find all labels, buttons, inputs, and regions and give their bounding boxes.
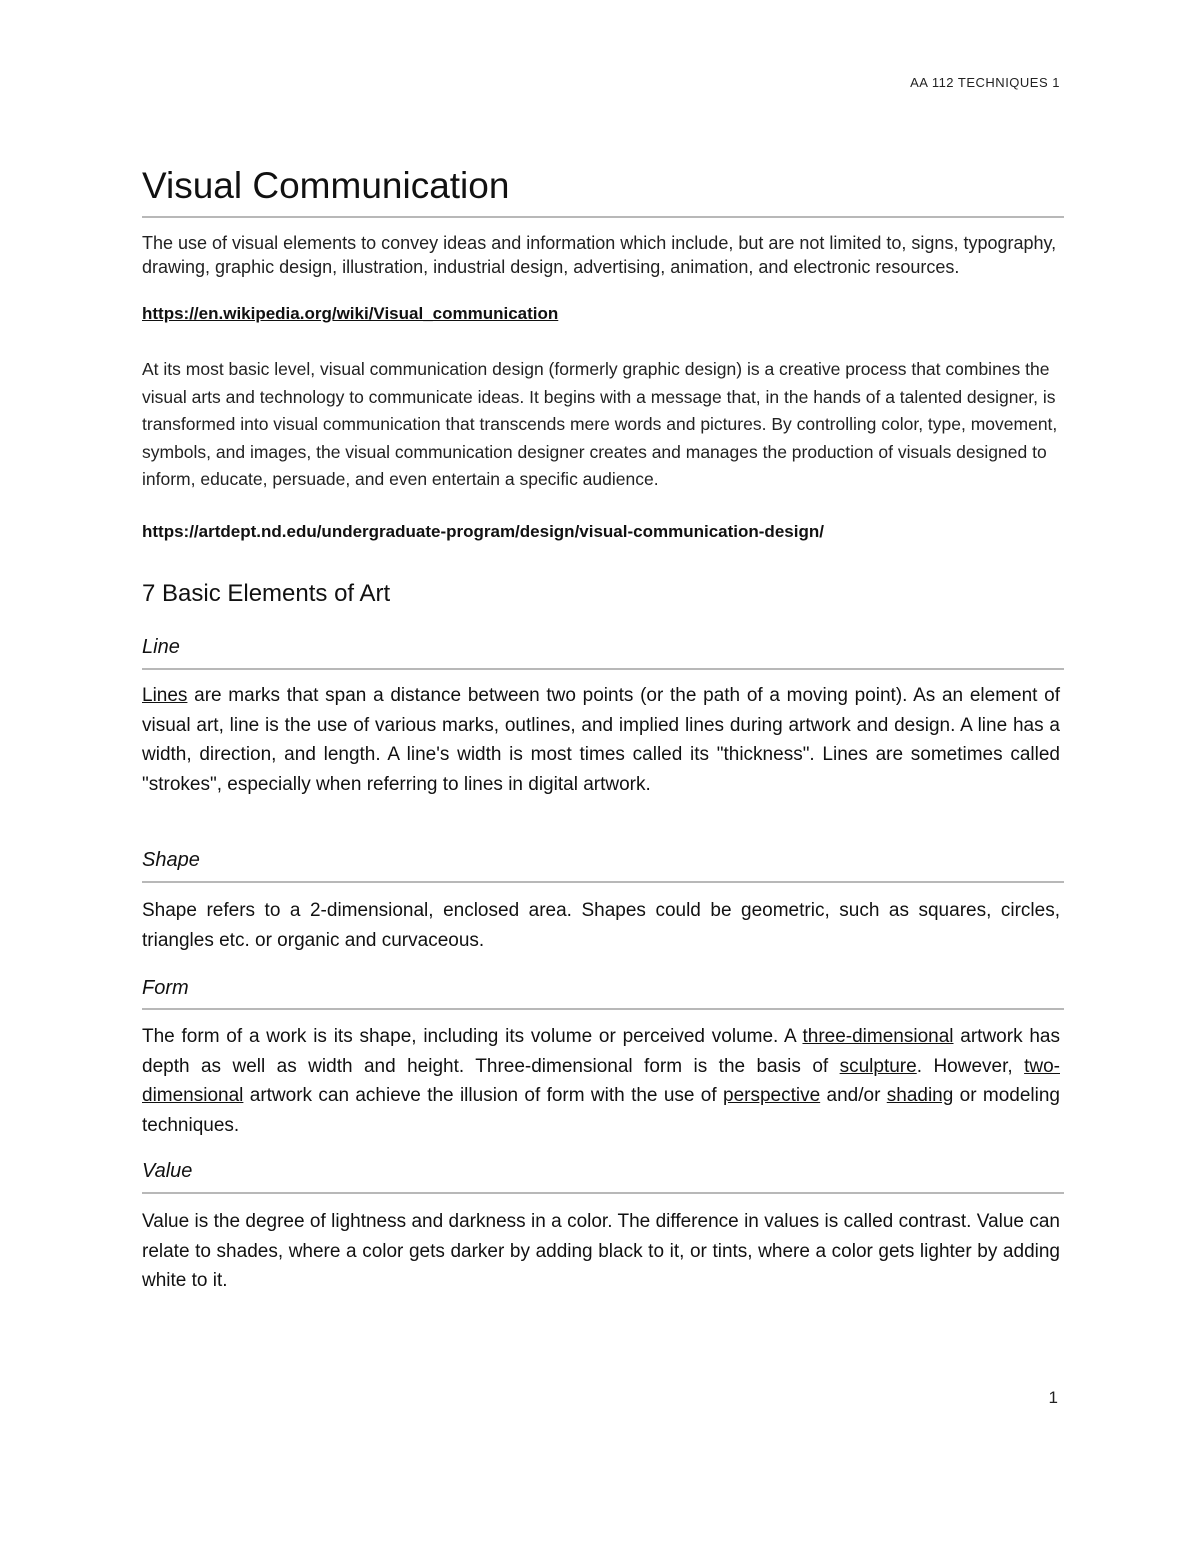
form-text-4: artwork can achieve the illusion of form with the use of [243,1085,723,1106]
wikipedia-link[interactable]: https://en.wikipedia.org/wiki/Visual_communication [142,304,559,323]
three-dimensional-link[interactable]: three-dimensional [802,1026,954,1047]
perspective-link[interactable]: perspective [723,1085,821,1106]
line-heading: Line [142,636,180,658]
value-heading: Value [142,1160,193,1182]
form-rule [142,1008,1064,1010]
form-text-1: The form of a work is its shape, including its volume or perceived volume. A [142,1026,803,1047]
line-paragraph [142,681,1060,799]
two-dimensional-link[interactable]: two-dimensional [142,1055,1060,1106]
page-number: 1 [1048,1388,1058,1407]
shape-rule [142,881,1064,883]
shading-link[interactable]: shading [886,1085,954,1106]
artdept-link[interactable]: https://artdept.nd.edu/undergraduate-program/design/visual-communication-design/ [142,522,824,541]
line-text: are marks that span a distance between two points (or the path of a moving point). As an element of visual art, line is the use of various marks, outlines, and implied lines during artwork and design. A line has a width, direction, and length. A line's width is most times called its "thickness". Lines are sometimes called "strokes", especially when referring to lines in digital artwork. [142,685,1060,795]
form-text-3: . However, [916,1055,1025,1077]
section-heading: 7 Basic Elements of Art [142,580,391,607]
shape-paragraph: Shape refers to a 2-dimensional, enclosed area. Shapes could be geometric, such as squares, circles, triangles etc. or organic and curvaceous. [142,900,1060,951]
design-paragraph: At its most basic level, visual communication design (formerly graphic design) is a creative process that combines the visual arts and technology to communicate ideas. It begins with a message that, in the hands of a talented designer, is transformed into visual communication that transcends mere words and pictures. By controlling color, type, movement, symbols, and images, the visual communication designer creates and manages the production of visuals designed to inform, educate, persuade, and even entertain a specific audience. [142,359,1058,489]
form-text-5: and/or [820,1085,887,1106]
form-text-2: artwork has depth as well as width and height. Three-dimensional form is the basis of [142,1026,1060,1077]
value-paragraph: Value is the degree of lightness and darkness in a color. The difference in values is called contrast. Value can relate to shades, where a color gets darker by adding black to it, or tints, where a color gets lighter by adding white to it. [142,1211,1060,1291]
form-paragraph [142,1022,1060,1140]
title-rule [142,216,1064,218]
form-text-6: or modeling techniques. [142,1085,1061,1136]
form-heading: Form [142,977,189,999]
value-rule [142,1192,1064,1194]
shape-heading: Shape [142,849,200,871]
running-header: AA 112 TECHNIQUES 1 [910,75,1060,90]
page-title: Visual Communication [142,165,510,206]
lines-link[interactable]: Lines [142,685,188,706]
sculpture-link[interactable]: sculpture [839,1055,917,1077]
line-rule [142,668,1064,670]
intro-paragraph: The use of visual elements to convey ideas and information which include, but are not limited to, signs, typography, drawing, graphic design, illustration, industrial design, advertising, animation, and electronic resources. [142,233,1057,277]
